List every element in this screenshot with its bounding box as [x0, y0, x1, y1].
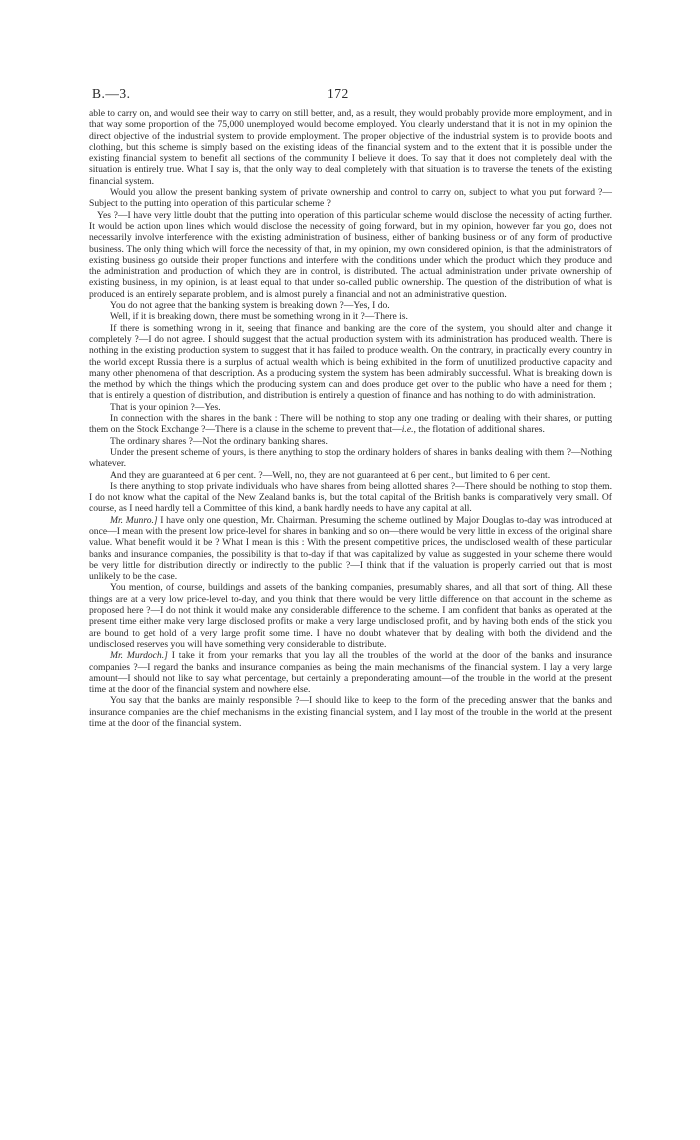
paragraph: And they are guaranteed at 6 per cent. ?—Well, no, they are not guaranteed at 6 per cent., but limited to 6 per cent.: [110, 469, 551, 481]
speaker-name: Mr. Murdoch.]: [110, 650, 168, 662]
document-reference: B.—3.: [92, 86, 131, 101]
paragraph: You say that the banks are mainly responsible ?—I should like to keep to the form of the preceding answer that the banks and insurance companies are the chief mechanisms in the existing financial system, and I lay most of the trouble in the world at the present time at the door of the financial system.: [89, 695, 612, 730]
page-header: [92, 86, 612, 104]
paragraph: You do not agree that the banking system is breaking down ?—Yes, I do.: [110, 300, 390, 312]
document-body: [89, 108, 612, 729]
paragraph: [89, 650, 612, 695]
paragraph-text: I take it from your remarks that you lay all the troubles of the world at the door of the banks and insurance companies ?—I regard the banks and insurance companies as being the main mechanisms of the financial system. I lay a very large amount—I should not like to say what percentage, but certainly a preponderating amount—of the trouble in the world at the present time at the door of the financial system and nowhere else.: [89, 650, 613, 696]
paragraph: Well, if it is breaking down, there must be something wrong in it ?—There is.: [110, 311, 408, 323]
paragraph: That is your opinion ?—Yes.: [110, 401, 221, 413]
paragraph-text: In connection with the shares in the bank : There will be nothing to stop any one trading or dealing with their shares, or putting them on the Stock Exchange ?—There is a clause in the scheme to prevent that—: [89, 413, 612, 436]
paragraph: Would you allow the present banking system of private ownership and control to carry on, subject to what you put forward ?—Subject to the putting into operation of this particular scheme ?: [89, 187, 612, 210]
paragraph: Under the present scheme of yours, is there anything to stop the ordinary holders of shares in banks dealing with them ?—Nothing whatever.: [89, 446, 612, 470]
paragraph-text: the flotation of additional shares.: [415, 424, 545, 436]
speaker-name: Mr. Munro.]: [110, 514, 158, 526]
paragraph-text: I have only one question, Mr. Chairman. Presuming the scheme outlined by Major Douglas to-day was introduced at once—I mean with the present low price-level for shares in banking and so on—there would be very little in excess of the original share value. What benefit would it be ? What I mean is this : With the present competitive prices, the undisclosed wealth of these particular banks and insurance companies, the possibility is that to-day if that was capitalized by value as suggested in your scheme there would be very little for distribution directly or indirectly to the public ?—I think that if the valuation is properly carried out that is most unlikely to be the case.: [89, 514, 612, 583]
paragraph: [89, 515, 612, 583]
paragraph: If there is something wrong in it, seeing that finance and banking are the core of the system, you should alter and change it completely ?—I do not agree. I should suggest that the actual production system with its administration has produced wealth. There is nothing in the existing production system to suggest that it has failed to produce wealth. On the contrary, in practically every country in the world except Russia there is a surplus of actual wealth which is being exhibited in the form of unutilized productive capacity and many other phenomena of that description. As a producing system the system has been admirably successful. What is breaking down is the method by which the things which the producing system can and does produce get over to the public who have a need for them ; that is entirely a question of distribution, and distribution is entirely a question of finance and has nothing to do with administration.: [89, 322, 612, 402]
paragraph: Yes ?—I have very little doubt that the putting into operation of this particular scheme would disclose the necessity of acting further. It would be action upon lines which would disclose the necessity of going forward, but in my opinion, however far you go, does not necessarily involve interference with the existing administration of business, either of banking business or of any form of productive business. The only thing which will force the necessity of that, in my opinion, my own considered opinion, is that the administrators of existing business go outside their proper functions and interfere with the conditions under which the product which they produce and the administration and production of which they are in control, is distributed. The actual administration under private ownership of existing business, in my opinion, is at least equal to that under so-called public ownership. The question of the distribution of what is produced is an entirely separate problem, and is almost purely a financial and not an administrative question.: [89, 209, 612, 300]
paragraph: Is there anything to stop private individuals who have shares from being allotted shares ?—There should be nothing to stop them. I do not know what the capital of the New Zealand banks is, but the total capital of the British banks is comparatively very small. Of course, as I need hardly tell a Committee of this kind, a bank hardly needs to have any capital at all.: [89, 480, 612, 515]
italic-abbreviation: i.e.,: [401, 424, 416, 436]
paragraph: able to carry on, and would see their way to carry on still better, and, as a result, they would probably provide more employment, and in that way some proportion of the 75,000 unemployed would become employed. You clearly understand that it is not in my opinion the direct objective of the industrial system to provide employment. The proper objective of the industrial system is to provide boots and clothing, but this scheme is simply based on the existing ideas of the financial system and to the extent that it is possible under the existing financial system to benefit all sections of the community I believe it does. To say that it does not completely deal with the situation is entirely true. What I say is, that the only way to deal completely with that situation is to traverse the tenets of the existing financial system.: [89, 108, 612, 187]
page-number: 172: [327, 86, 349, 101]
paragraph: You mention, of course, buildings and assets of the banking companies, presumably shares, and all that sort of thing. All these things are at a very low price-level to-day, and you think that there would be very little difference on that account in the scheme as proposed here ?—I do not think it would make any considerable difference to the scheme. I am confident that banks as operated at the present time either make very large disclosed profits or make a very large undisclosed profit, and by having both ends of the stick you are bound to get hold of a very large profit some time. I have no doubt whatever that by dealing with both the dividend and the undisclosed reserves you will have something very considerable to distribute.: [89, 582, 612, 650]
paragraph: The ordinary shares ?—Not the ordinary banking shares.: [110, 435, 328, 447]
paragraph: [89, 413, 612, 436]
